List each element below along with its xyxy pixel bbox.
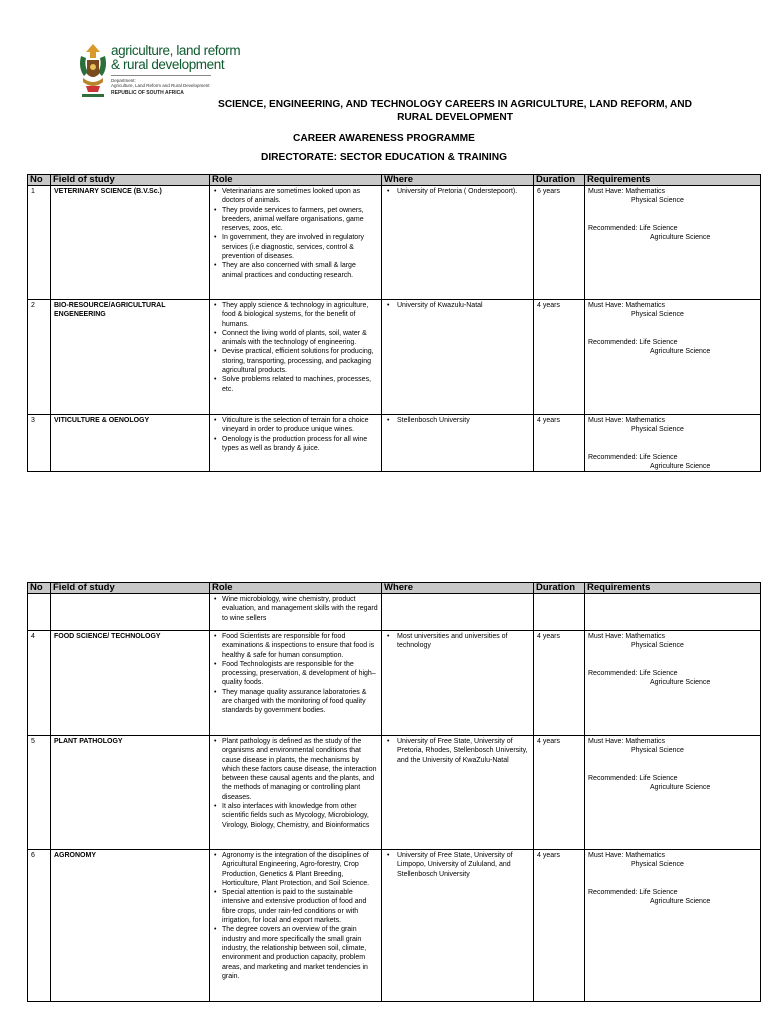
table-row	[28, 631, 761, 736]
req-physical-science: Physical Science	[631, 426, 684, 434]
logo-country: REPUBLIC OF SOUTH AFRICA	[111, 90, 184, 96]
role-item: • Devise practical, efficient solutions for producing, storing, transporting, processing, and packaging agricultural products.	[222, 347, 378, 375]
duration: 4 years	[534, 850, 585, 1002]
where-cell	[382, 415, 534, 472]
requirements-cell	[585, 631, 761, 736]
table-row-continued	[28, 594, 761, 631]
role-item: • Wine microbiology, wine chemistry, product evaluation, and management skills with the regard to wine sellers	[222, 595, 378, 623]
req-agriculture-science: Agriculture Science	[650, 783, 711, 791]
role-cell	[210, 415, 382, 472]
header-role: Role	[210, 583, 382, 594]
req-agriculture-science: Agriculture Science	[650, 347, 711, 355]
role-cell	[210, 631, 382, 736]
req-physical-science: Physical Science	[631, 197, 684, 205]
req-agriculture-science: Agriculture Science	[650, 233, 711, 241]
req-recommended: Recommended: Life Science	[588, 338, 678, 346]
where-item: • University of Free State, University of Pretoria, Rhodes, Stellenbosch University, and the University of KwaZulu-Natal	[397, 737, 530, 765]
table-row	[28, 300, 761, 415]
requirements-cell	[585, 300, 761, 415]
row-number: 4	[28, 631, 51, 736]
duration: 4 years	[534, 631, 585, 736]
requirements-cell	[585, 415, 761, 472]
role-item: • Connect the living world of plants, soil, water & animals with the technology of engineering.	[222, 329, 378, 348]
role-item: • Veterinarians are sometimes looked upon as doctors of animals.	[222, 187, 378, 206]
where-cell	[382, 736, 534, 850]
header-no: No	[28, 583, 51, 594]
duration: 4 years	[534, 736, 585, 850]
table-row	[28, 736, 761, 850]
req-recommended: Recommended: Life Science	[588, 453, 678, 461]
row-number: 3	[28, 415, 51, 472]
logo-department-label: Department:	[111, 78, 136, 83]
document-title: SCIENCE, ENGINEERING, AND TECHNOLOGY CAREERS IN AGRICULTURE, LAND REFORM, AND RURAL DEVELOPMENT	[218, 99, 692, 123]
req-physical-science: Physical Science	[631, 861, 684, 869]
careers-table-2	[27, 582, 761, 1002]
table-header-row	[28, 175, 761, 186]
role-cell	[210, 736, 382, 850]
role-item: • Plant pathology is defined as the study of the organisms and environmental conditions that cause disease in plants, the mechanisms by which these factors cause disease, the interaction between these causal agents and the plants, and the methods of managing or controlling plant diseases.	[222, 737, 378, 802]
req-physical-science: Physical Science	[631, 747, 684, 755]
role-cell	[210, 300, 382, 415]
header-field: Field of study	[51, 175, 210, 186]
row-number: 2	[28, 300, 51, 415]
duration: 6 years	[534, 186, 585, 300]
row-number: 1	[28, 186, 51, 300]
role-item: • Agronomy is the integration of the disciplines of Agricultural Engineering, Agro-forestry, Crop Production, Genetics & Plant Breeding, Horticulture, Plant Protection, and Soil Science.	[222, 851, 378, 888]
programme-title: CAREER AWARENESS PROGRAMME	[293, 133, 475, 144]
role-item: • They manage quality assurance laboratories & are charged with the monitoring of food quality standards by government bodies.	[222, 688, 378, 716]
header-where: Where	[382, 175, 534, 186]
where-cell	[382, 186, 534, 300]
field-of-study: PLANT PATHOLOGY	[51, 736, 210, 850]
coat-of-arms-icon	[78, 42, 108, 100]
req-recommended: Recommended: Life Science	[588, 888, 678, 896]
role-item: • In government, they are involved in regulatory services (i.e diagnostic, services, control & prevention of diseases.	[222, 233, 378, 261]
req-recommended: Recommended: Life Science	[588, 774, 678, 782]
header-no: No	[28, 175, 51, 186]
req-agriculture-science: Agriculture Science	[650, 897, 711, 905]
table-row	[28, 186, 761, 300]
role-item: • They are also concerned with small & large animal practices and conducting research.	[222, 261, 378, 280]
header-role: Role	[210, 175, 382, 186]
req-must-have: Must Have: Mathematics	[588, 633, 666, 640]
header-field: Field of study	[51, 583, 210, 594]
role-item: • Viticulture is the selection of terrain for a choice vineyard in order to produce unique wines.	[222, 416, 378, 435]
duration: 4 years	[534, 415, 585, 472]
row-number: 6	[28, 850, 51, 1002]
where-item: • Stellenbosch University	[397, 416, 530, 425]
role-item: • It also interfaces with knowledge from other scientific fields such as Mycology, Microbiology, Virology, Biology, Chemistry, and Bioinformatics	[222, 802, 378, 830]
role-cell	[210, 186, 382, 300]
req-must-have: Must Have: Mathematics	[588, 302, 666, 309]
logo-department-name: Agriculture, Land Reform and Rural Development	[111, 83, 210, 88]
field-of-study: FOOD SCIENCE/ TECHNOLOGY	[51, 631, 210, 736]
role-item: • Oenology is the production process for all wine types as well as brandy & juice.	[222, 435, 378, 454]
where-cell	[382, 300, 534, 415]
row-number: 5	[28, 736, 51, 850]
role-item: • They provide services to farmers, pet owners, breeders, animal welfare organisations, game reserves, zoos, etc.	[222, 206, 378, 234]
req-recommended: Recommended: Life Science	[588, 669, 678, 677]
req-physical-science: Physical Science	[631, 311, 684, 319]
table-row	[28, 415, 761, 472]
req-must-have: Must Have: Mathematics	[588, 738, 666, 745]
req-agriculture-science: Agriculture Science	[650, 462, 711, 470]
req-must-have: Must Have: Mathematics	[588, 188, 666, 195]
field-of-study: VETERINARY SCIENCE (B.V.Sc.)	[51, 186, 210, 300]
requirements-cell	[585, 850, 761, 1002]
role-item: • Solve problems related to machines, processes, etc.	[222, 375, 378, 394]
req-physical-science: Physical Science	[631, 642, 684, 650]
field-of-study: AGRONOMY	[51, 850, 210, 1002]
role-item: • They apply science & technology in agriculture, food & biological systems, for the benefit of humans.	[222, 301, 378, 329]
careers-table-1	[27, 174, 761, 472]
field-of-study: VITICULTURE & OENOLOGY	[51, 415, 210, 472]
header-duration: Duration	[534, 175, 585, 186]
req-must-have: Must Have: Mathematics	[588, 417, 666, 424]
directorate-title: DIRECTORATE: SECTOR EDUCATION & TRAINING	[260, 152, 507, 163]
role-cell	[210, 594, 382, 631]
role-cell	[210, 850, 382, 1002]
department-logo	[78, 42, 241, 106]
role-item: • The degree covers an overview of the grain industry and more specifically the small grain industry, the relationship between soil, climate, environment and production capacity, problem areas, and marketing and market tendencies in grain.	[222, 925, 378, 981]
header-requirements: Requirements	[585, 583, 761, 594]
table-row	[28, 850, 761, 1002]
where-cell	[382, 631, 534, 736]
duration: 4 years	[534, 300, 585, 415]
table-header-row	[28, 583, 761, 594]
req-agriculture-science: Agriculture Science	[650, 678, 711, 686]
logo-divider	[111, 75, 211, 76]
where-cell	[382, 850, 534, 1002]
where-item: • University of Free State, University of Limpopo, University of Zululand, and Stellenbosch University	[397, 851, 530, 879]
logo-line-1: agriculture, land reform	[111, 43, 241, 58]
req-recommended: Recommended: Life Science	[588, 224, 678, 232]
header-requirements: Requirements	[585, 175, 761, 186]
where-item: • University of Pretoria ( Onderstepoort).	[397, 187, 530, 196]
logo-line-2: & rural development	[111, 57, 225, 72]
header-where: Where	[382, 583, 534, 594]
requirements-cell	[585, 736, 761, 850]
req-must-have: Must Have: Mathematics	[588, 852, 666, 859]
role-item: • Food Technologists are responsible for the processing, preservation, & development of high–quality foods.	[222, 660, 378, 688]
where-item: • University of Kwazulu-Natal	[397, 301, 530, 310]
header-duration: Duration	[534, 583, 585, 594]
field-of-study: BIO-RESOURCE/AGRICULTURAL ENGENEERING	[51, 300, 210, 415]
requirements-cell	[585, 186, 761, 300]
where-item: • Most universities and universities of technology	[397, 632, 530, 651]
role-item: • Food Scientists are responsible for food examinations & inspections to ensure that food is healthy & safe for human consumption.	[222, 632, 378, 660]
role-item: • Special attention is paid to the sustainable intensive and extensive production of food and fibre crops, under rain-fed conditions or with irrigation, for local and export markets.	[222, 888, 378, 925]
